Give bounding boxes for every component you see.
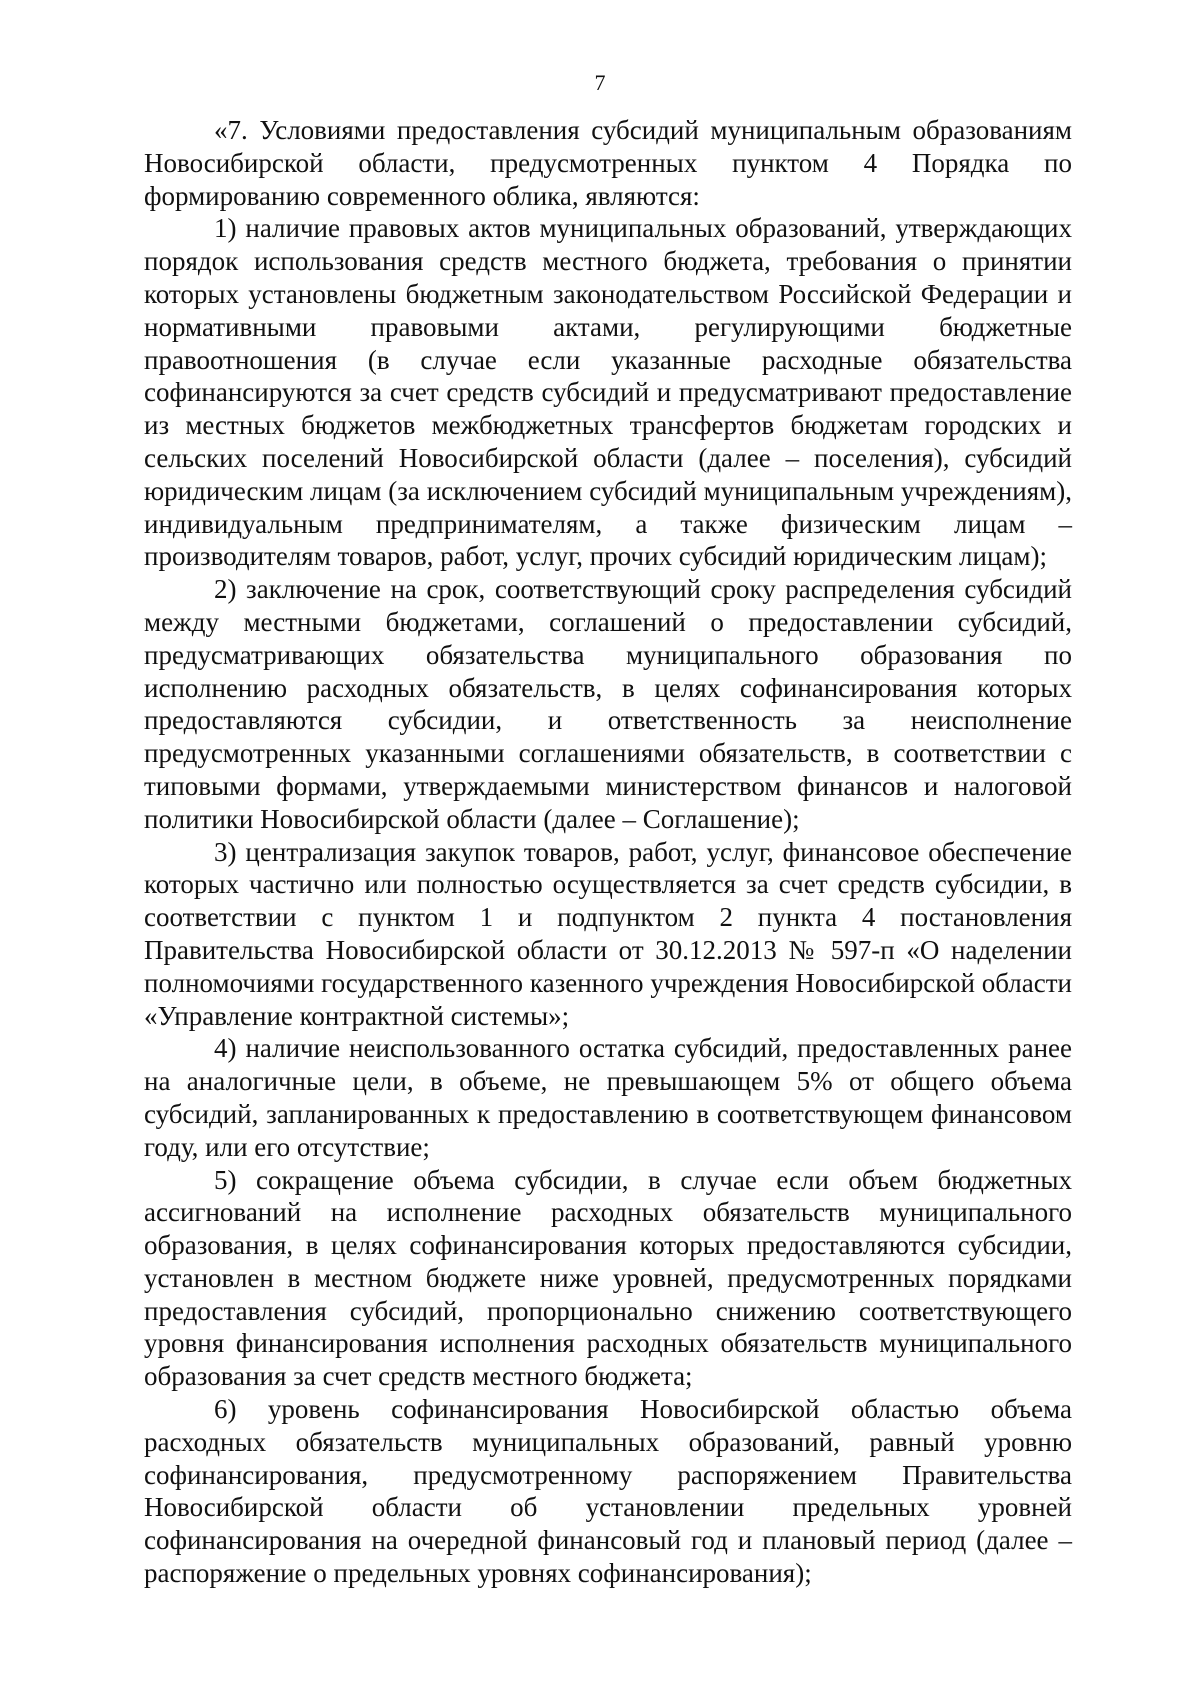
paragraph-item-3: 3) централизация закупок товаров, работ, услуг, финансовое обеспечение которых частично или полностью осуществляется за счет средств субсидии, в соответствии с пунктом 1 и подпунктом 2 пункта 4 постановления Правительства Новосибирской области от 30.12.2013 № 597-п «О наделении полномочиями государственного казенного учреждения Новосибирской области «Управление контрактной системы»; (144, 836, 1072, 1031)
paragraph-item-1: 1) наличие правовых актов муниципальных образований, утверждающих порядок использования средств местного бюджета, требования о принятии которых установлены бюджетным законодательством Российской Федерации и нормативными правовыми актами, регулирующими бюджетные правоотношения (в случае если указанные расходные обязательства софинансируются за счет средств субсидий и предусматривают предоставление из местных бюджетов межбюджетных трансфертов бюджетам городских и сельских поселений Новосибирской области (далее – поселения), субсидий юридическим лицам (за исключением субсидий муниципальным учреждениям), индивидуальным предпринимателям, а также физическим лицам – производителям товаров, работ, услуг, прочих субсидий юридическим лицам); (144, 213, 1072, 572)
paragraph-item-4: 4) наличие неиспользованного остатка субсидий, предоставленных ранее на аналогичные цели, в объеме, не превышающем 5% от общего объема субсидий, запланированных к предоставлению в соответствующем финансовом году, или его отсутствие; (144, 1033, 1072, 1162)
paragraph-intro: «7. Условиями предоставления субсидий муниципальным образованиям Новосибирской области, предусмотренных пунктом 4 Порядка по формированию современного облика, являются: (144, 115, 1072, 211)
page-number: 7 (594, 70, 606, 95)
document-body (144, 114, 1072, 1590)
paragraph-item-2: 2) заключение на срок, соответствующий сроку распределения субсидий между местными бюджетами, соглашений о предоставлении субсидий, предусматривающих обязательства муниципального образования по исполнению расходных обязательств, в целях софинансирования которых предоставляются субсидии, и ответственность за неисполнение предусмотренных указанными соглашениями обязательств, в соответствии с типовыми формами, утверждаемыми министерством финансов и налоговой политики Новосибирской области (далее – Соглашение); (144, 574, 1072, 834)
paragraph-item-6: 6) уровень софинансирования Новосибирской областью объема расходных обязательств муниципальных образований, равный уровню софинансирования, предусмотренному распоряжением Правительства Новосибирской области об установлении предельных уровней софинансирования на очередной финансовый год и плановый период (далее – распоряжение о предельных уровнях софинансирования); (144, 1394, 1072, 1589)
paragraph-item-5: 5) сокращение объема субсидии, в случае если объем бюджетных ассигнований на исполнение расходных обязательств муниципального образования, в целях софинансирования которых предоставляются субсидии, установлен в местном бюджете ниже уровней, предусмотренных порядками предоставления субсидий, пропорционально снижению соответствующего уровня финансирования исполнения расходных обязательств муниципального образования за счет средств местного бюджета; (144, 1164, 1072, 1392)
